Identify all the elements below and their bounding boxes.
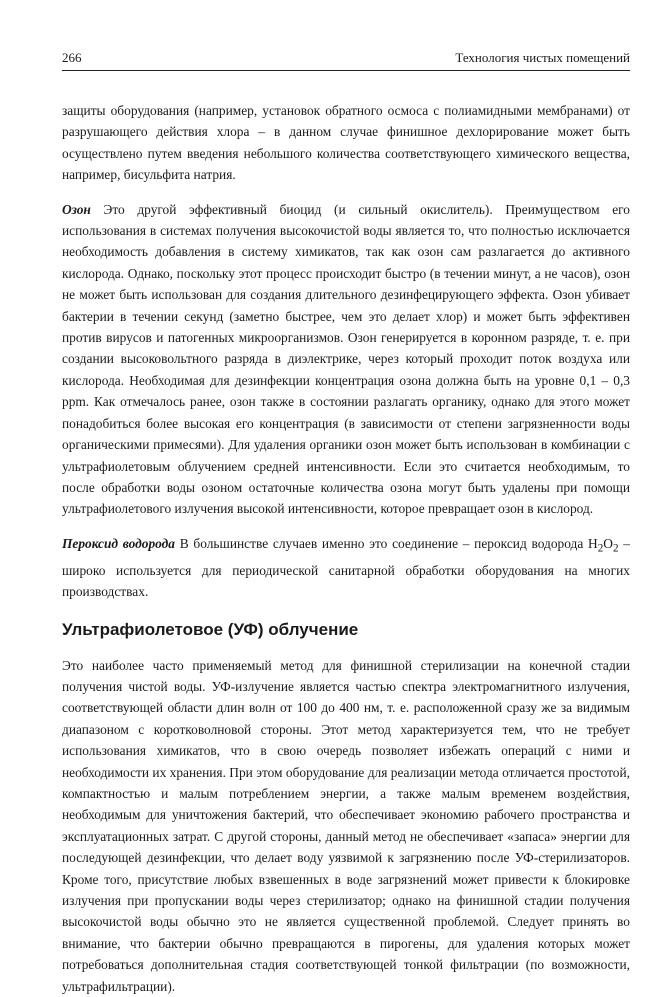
running-header	[62, 50, 630, 66]
paragraph-chlorine-continued: защиты оборудования (например, установок обратного осмоса с полиамидными мембранами) от разрушающего действия хлора – в данном случае финишное дехлорирование может быть осуществлено путем введения небольшого количества соответствующего химического вещества, например, бисульфита натрия.	[62, 103, 630, 183]
paragraph-peroxide	[62, 533, 630, 603]
page-number: 266	[62, 50, 82, 65]
page-body	[62, 100, 630, 997]
subscript-h: 2	[597, 542, 604, 555]
paragraph-gap	[62, 186, 630, 199]
paragraph-ozone	[62, 199, 630, 520]
peroxide-text-b: O	[603, 535, 613, 551]
running-title: Технология чистых помещений	[455, 50, 630, 65]
ozone-text: Это другой эффективный биоцид (и сильный окислитель). Преимуществом его использования в системах получения высокочистой воды является то, что полностью исключается необходимость добавления в систему химикатов, так как озон сам разлагается до активного кислорода. Однако, поскольку этот процесс происходит быстро (в течении минут, а не часов), озон не может быть использован для создания длительного дезинфецирующего эффекта. Озон убивает бактерии в течении секунд (заметно быстрее, чем это делает хлор) и может быть эффективен против вирусов и патогенных микроорганизмов. Озон генерируется в коронном разряде, т. е. при создании высоковольтного разряда в диэлектрике, через который проходит поток воздуха или кислорода. Необходимая для дезинфекции концентрация озона должна быть на уровне 0,1 – 0,3 ppm. Как отмечалось ранее, озон также в состоянии разлагать органику, однако для этого может понадобиться более высокая его концентрация (в зависимости от степени загрязненности воды органическими примесями). Для удаления органики озон может быть использован в комбинации с ультрафиолетовым облучением средней интенсивности. Если это считается необходимым, то после обработки воды озоном остаточные количества озона могут быть удалены при помощи ультрафиолетового излучения высокой интенсивности, которое превращает озон в кислород.	[62, 201, 630, 517]
paragraph-uv: Это наиболее часто применяемый метод для финишной стерилизации на конечной стадии получения чистой воды. УФ-излучение является частью спектра электромагнитного излучения, соответствующей области длин волн от 100 до 400 нм, т. е. расположенной сразу же за видимым диапазоном с коротковолновой стороны. Этот метод характеризуется тем, что не требует использования химикатов, что в свою очередь позволяет избежать операций с ними и необходимости их хранения. При этом оборудование для реализации метода отличается простотой, компактностью и малым потреблением энергии, а также малым временем воздействия, необходимым для уничтожения бактерий, что обеспечивает экономию рабочего пространства и эксплуатационных затрат. С другой стороны, данный метод не обеспечивает «запаса» энергии для последующей дезинфекции, что делает воду уязвимой к загрязнению после УФ-стерилизаторов. Кроме того, присутствие любых взвешенных в воде загрязнений может привести к блокировке излучения при пропускании воды через стерилизатор; однако на финишной стадии получения высокочистой воды обычно это не является существенной проблемой. Следует принять во внимание, что бактерии обычно превращаются в пирогены, для удаления которых может потребоваться дополнительная стадия соответствующей тонкой фильтрации (по возможности, ультрафильтрации).	[62, 657, 630, 994]
subscript-o: 2	[612, 542, 619, 555]
paragraph-gap	[62, 520, 630, 533]
header-rule	[62, 70, 630, 71]
section-heading-uv: Ультрафиолетовое (УФ) облучение	[62, 619, 359, 639]
term-ozone: Озон	[62, 201, 91, 217]
peroxide-text-a: В большинстве случаев именно это соединение – пероксид водорода H	[179, 535, 598, 551]
term-peroxide: Пероксид водорода	[62, 535, 176, 551]
peroxide-text-c: – широко используется для периодической санитарной обработки оборудования на многих производствах.	[62, 535, 630, 600]
